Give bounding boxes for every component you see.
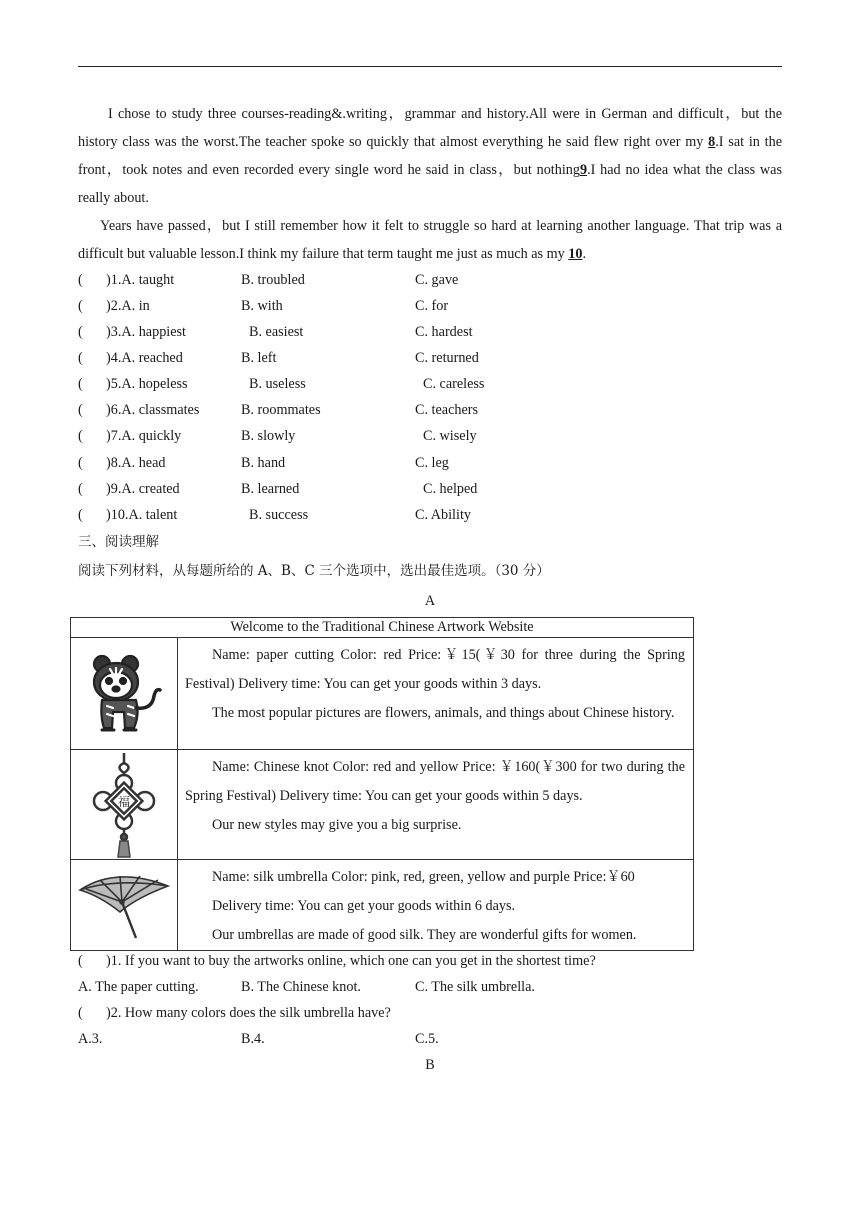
option-a[interactable]: )6.A. classmates xyxy=(106,402,200,418)
answer-paren[interactable]: ( xyxy=(78,428,83,444)
answer-paren[interactable]: ( xyxy=(78,1005,83,1021)
reading-question-1 xyxy=(78,948,782,974)
passage-label-a: A xyxy=(424,593,436,609)
section-instruction: 阅读下列材料，从每题所给的 A、B、C 三个选项中，选出最佳选项。（30 分） xyxy=(78,563,550,579)
reading-question-1-options xyxy=(78,974,782,1000)
option-a[interactable]: )1.A. taught xyxy=(106,272,175,288)
option-c[interactable]: C. hardest xyxy=(415,324,473,340)
header-rule xyxy=(78,66,782,67)
option-c[interactable]: C. returned xyxy=(415,350,479,366)
answer-paren[interactable]: ( xyxy=(78,350,83,366)
silk-umbrella-icon xyxy=(71,860,178,951)
option-b[interactable]: B. slowly xyxy=(241,428,296,444)
cloze-question-1 xyxy=(78,267,782,293)
question-text: )2. How many colors does the silk umbrella have? xyxy=(106,1005,391,1021)
section-heading: 三、阅读理解 xyxy=(78,534,159,550)
silk-umbrella-description xyxy=(178,860,694,951)
option-b[interactable]: B. troubled xyxy=(241,272,305,288)
item-details: Name: Chinese knot Color: red and yellow Price: ￥160(￥300 for two during the Spring Festival) Delivery time: You can get your goods within 5 days. xyxy=(185,759,685,804)
artwork-table xyxy=(70,617,694,951)
option-a[interactable]: )5.A. hopeless xyxy=(106,376,188,392)
option-c[interactable]: C. Ability xyxy=(415,507,471,523)
reading-question-2-options xyxy=(78,1026,782,1052)
option-a[interactable]: )10.A. talent xyxy=(106,507,178,523)
option-b[interactable]: B. roommates xyxy=(241,402,321,418)
cloze-question-10 xyxy=(78,502,782,528)
blank-10: 10 xyxy=(568,246,583,262)
answer-paren[interactable]: ( xyxy=(78,324,83,340)
option-b[interactable]: B. success xyxy=(249,507,309,523)
blank-9: 9 xyxy=(579,162,588,178)
answer-paren[interactable]: ( xyxy=(78,953,83,969)
option-b[interactable]: B. hand xyxy=(241,455,286,471)
option-b[interactable]: B. useless xyxy=(249,376,306,392)
answer-paren[interactable]: ( xyxy=(78,507,83,523)
option-c[interactable]: C. wisely xyxy=(423,428,477,444)
tiger-paper-cutting-icon xyxy=(71,638,178,750)
item-note: Our umbrellas are made of good silk. They are wonderful gifts for women. xyxy=(212,927,637,943)
answer-paren[interactable]: ( xyxy=(78,481,83,497)
option-c[interactable]: C. gave xyxy=(415,272,459,288)
cloze-question-3 xyxy=(78,319,782,345)
passage-label-b: B xyxy=(425,1057,435,1073)
option-a[interactable]: )4.A. reached xyxy=(106,350,183,366)
option-b[interactable]: B. easiest xyxy=(249,324,304,340)
option-c[interactable]: C. teachers xyxy=(415,402,479,418)
chinese-knot-description xyxy=(178,750,694,860)
option-c[interactable]: C. helped xyxy=(423,481,478,497)
table-title: Welcome to the Traditional Chinese Artwork Website xyxy=(71,618,694,638)
option-a[interactable]: )2.A. in xyxy=(106,298,150,314)
option-b[interactable]: B. The Chinese knot. xyxy=(241,979,361,995)
item-details: Name: silk umbrella Color: pink, red, green, yellow and purple Price:￥60 xyxy=(212,869,635,885)
passage-paragraph-2: Years have passed，but I still remember how it felt to struggle so hard at learning another language. That trip was a difficult but valuable lesson.I think my failure that term taught me just as much as my 10. xyxy=(78,218,782,262)
option-a[interactable]: A. The paper cutting. xyxy=(78,979,199,995)
option-c[interactable]: C.5. xyxy=(415,1031,439,1047)
option-a[interactable]: )8.A. head xyxy=(106,455,166,471)
answer-paren[interactable]: ( xyxy=(78,455,83,471)
question-text: )1. If you want to buy the artworks online, which one can you get in the shortest time? xyxy=(106,953,596,969)
cloze-question-4 xyxy=(78,345,782,371)
option-b[interactable]: B. left xyxy=(241,350,277,366)
cloze-question-2 xyxy=(78,293,782,319)
passage-paragraph-1: I chose to study three courses-reading&.writing，grammar and history.All were in German and difficult，but the history class was the worst.The teacher spoke so quickly that almost everything he said flew right over my 8.I sat in the front，took notes and even recorded every single word he said in class，but nothing9.I had no idea what the class was really about. xyxy=(78,106,782,206)
item-note: Our new styles may give you a big surprise. xyxy=(212,817,462,833)
answer-paren[interactable]: ( xyxy=(78,376,83,392)
cloze-question-7 xyxy=(78,423,782,449)
option-a[interactable]: )3.A. happiest xyxy=(106,324,186,340)
chinese-knot-icon xyxy=(71,750,178,860)
option-c[interactable]: C. careless xyxy=(423,376,485,392)
reading-question-2 xyxy=(78,1000,782,1026)
answer-paren[interactable]: ( xyxy=(78,272,83,288)
option-c[interactable]: C. for xyxy=(415,298,449,314)
table-row xyxy=(71,638,694,750)
option-a[interactable]: A.3. xyxy=(78,1031,103,1047)
cloze-question-5 xyxy=(78,371,782,397)
cloze-question-6 xyxy=(78,397,782,423)
option-b[interactable]: B.4. xyxy=(241,1031,265,1047)
option-c[interactable]: C. leg xyxy=(415,455,449,471)
blank-8: 8 xyxy=(708,134,716,150)
cloze-question-8 xyxy=(78,450,782,476)
item-delivery: Delivery time: You can get your goods within 6 days. xyxy=(212,898,516,914)
cloze-question-9 xyxy=(78,476,782,502)
table-row xyxy=(71,860,694,951)
option-a[interactable]: )9.A. created xyxy=(106,481,180,497)
paper-cutting-description xyxy=(178,638,694,750)
option-c[interactable]: C. The silk umbrella. xyxy=(415,979,535,995)
option-b[interactable]: B. learned xyxy=(241,481,300,497)
option-a[interactable]: )7.A. quickly xyxy=(106,428,182,444)
item-details: Name: paper cutting Color: red Price:￥15(￥30 for three during the Spring Festival) Delivery time: You can get your goods within 3 days. xyxy=(185,647,685,692)
option-b[interactable]: B. with xyxy=(241,298,283,314)
answer-paren[interactable]: ( xyxy=(78,402,83,418)
table-row xyxy=(71,750,694,860)
answer-paren[interactable]: ( xyxy=(78,298,83,314)
svg-text:福: 福 xyxy=(117,794,131,809)
item-note: The most popular pictures are flowers, animals, and things about Chinese history. xyxy=(212,705,675,721)
